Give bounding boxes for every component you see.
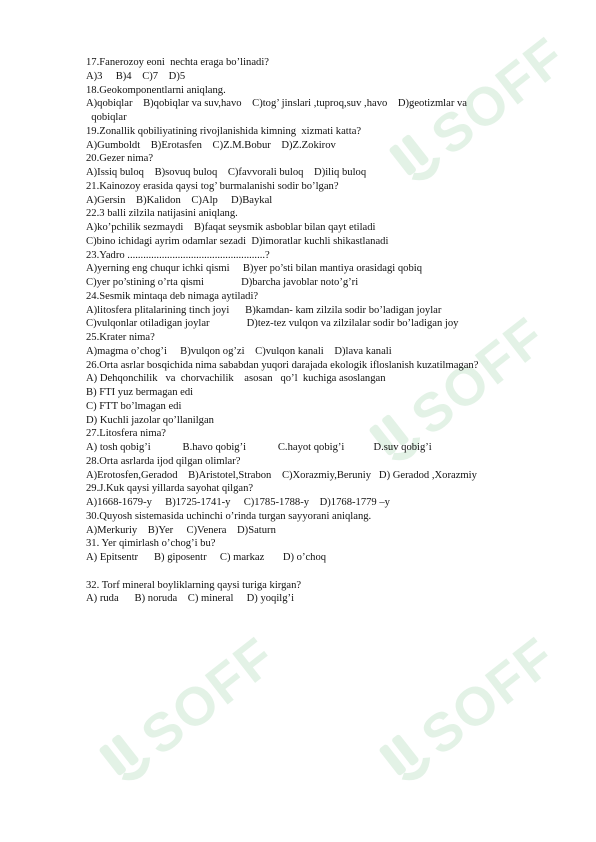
question-text: 29.J.Kuk qaysi yillarda sayohat qilgan?: [86, 483, 254, 495]
answer-option: D) Kuchli jazolar qo’llanilgan: [86, 414, 214, 426]
question-text: 25.Krater nima?: [86, 332, 155, 343]
question-text: 21.Kainozoy erasida qaysi tog’ burmalanishi sodir bo’lgan?: [86, 180, 339, 192]
watermark: [92, 625, 288, 797]
answer-options: C)yer po’stining o’rta qismi D)barcha javoblar noto’g’ri: [86, 277, 359, 288]
question-text: 27.Litosfera nima?: [86, 428, 167, 440]
answer-options: A)Merkuriy B)Yer C)Venera D)Saturn: [86, 524, 276, 536]
answer-options: A)litosfera plitalarining tinch joyi B)kamdan- kam zilzila sodir bo’ladigan joylar: [86, 304, 442, 316]
watermark-text: SOFF: [400, 305, 558, 447]
question-text: 31. Yer qimirlash o’chog’i bu?: [86, 538, 216, 550]
watermark-text: SOFF: [410, 625, 568, 767]
question-text: 32. Torf mineral boyliklarning qaysi turiga kirgan?: [86, 579, 302, 591]
watermark: [372, 625, 568, 797]
blank-line: [86, 565, 556, 579]
soff-logo-icon: [373, 722, 445, 796]
answer-options: C)vulqonlar otiladigan joylar D)tez-tez vulqon va zilzilalar sodir bo’ladigan joy: [86, 318, 459, 330]
answer-option: A) Dehqonchilik va chorvachilik asosan qo’l kuchiga asoslangan: [86, 373, 386, 385]
question-list: [86, 56, 556, 606]
question-text: 26.Orta asrlar bosqichida nima sababdan yuqori darajada ekologik ifloslanish kuzatilmagan?: [86, 359, 479, 371]
answer-options: C)bino ichidagi ayrim odamlar sezadi D)imoratlar kuchli shikastlanadi: [86, 235, 389, 247]
answer-option: B) FTI yuz bermagan edi: [86, 387, 194, 398]
watermark-text: SOFF: [420, 25, 578, 167]
answer-options: A)1668-1679-y B)1725-1741-y C)1785-1788-y D)1768-1779 –y: [86, 497, 390, 508]
question-text: 17.Fanerozoy eoni nechta eraga bo’linadi?: [86, 57, 269, 68]
answer-options: A) ruda B) noruda C) mineral D) yoqilg’i: [86, 593, 295, 605]
question-text: 18.Geokomponentlarni aniqlang.: [86, 84, 226, 96]
answer-options: A)Gumboldt B)Erotasfen C)Z.M.Bobur D)Z.Zokirov: [86, 139, 336, 151]
question-text: 22.3 balli zilzila natijasini aniqlang.: [86, 208, 238, 220]
answer-options: A) tosh qobig’i B.havo qobig’i C.hayot qobig’i D.suv qobig’i: [86, 442, 432, 453]
answer-options: A)3 B)4 C)7 D)5: [86, 70, 186, 82]
answer-options: A)qobiqlar B)qobiqlar va suv,havo C)tog’ jinslari ,tuproq,suv ,havo D)geotizmlar va: [86, 98, 468, 110]
answer-options: A)ko’pchilik sezmaydi B)faqat seysmik asboblar bilan qayt etiladi: [86, 222, 376, 233]
answer-options: A)yerning eng chuqur ichki qismi B)yer po’sti bilan mantiya orasidagi qobiq: [86, 263, 422, 275]
answer-options: A)magma o’chog’i B)vulqon og’zi C)vulqon kanali D)lava kanali: [86, 345, 392, 357]
question-text: 30.Quyosh sistemasida uchinchi o’rinda turgan sayyorani aniqlang.: [86, 510, 372, 522]
answer-options: A) Epitsentr B) giposentr C) markaz D) o’choq: [86, 552, 327, 563]
answer-option: C) FTT bo’lmagan edi: [86, 400, 182, 412]
question-text: 24.Sesmik mintaqa deb nimaga aytiladi?: [86, 290, 259, 302]
answer-options: qobiqlar: [86, 112, 127, 123]
answer-options: A)Issiq buloq B)sovuq buloq C)favvorali buloq D)iliq buloq: [86, 167, 367, 178]
question-text: 28.Orta asrlarda ijod qilgan olimlar?: [86, 455, 241, 467]
answer-options: A)Gersin B)Kalidon C)Alp D)Baykal: [86, 194, 273, 206]
question-text: 20.Gezer nima?: [86, 153, 154, 165]
soff-logo-icon: [93, 722, 165, 796]
question-text: 23.Yadro ....................................................?: [86, 249, 270, 261]
watermark-text: SOFF: [130, 625, 288, 767]
question-text: 19.Zonallik qobiliyatining rivojlanishida kimning xizmati katta?: [86, 125, 362, 137]
answer-options: A)Erotosfen,Geradod B)Aristotel,Strabon C)Xorazmiy,Beruniy D) Geradod ,Xorazmiy: [86, 469, 477, 481]
